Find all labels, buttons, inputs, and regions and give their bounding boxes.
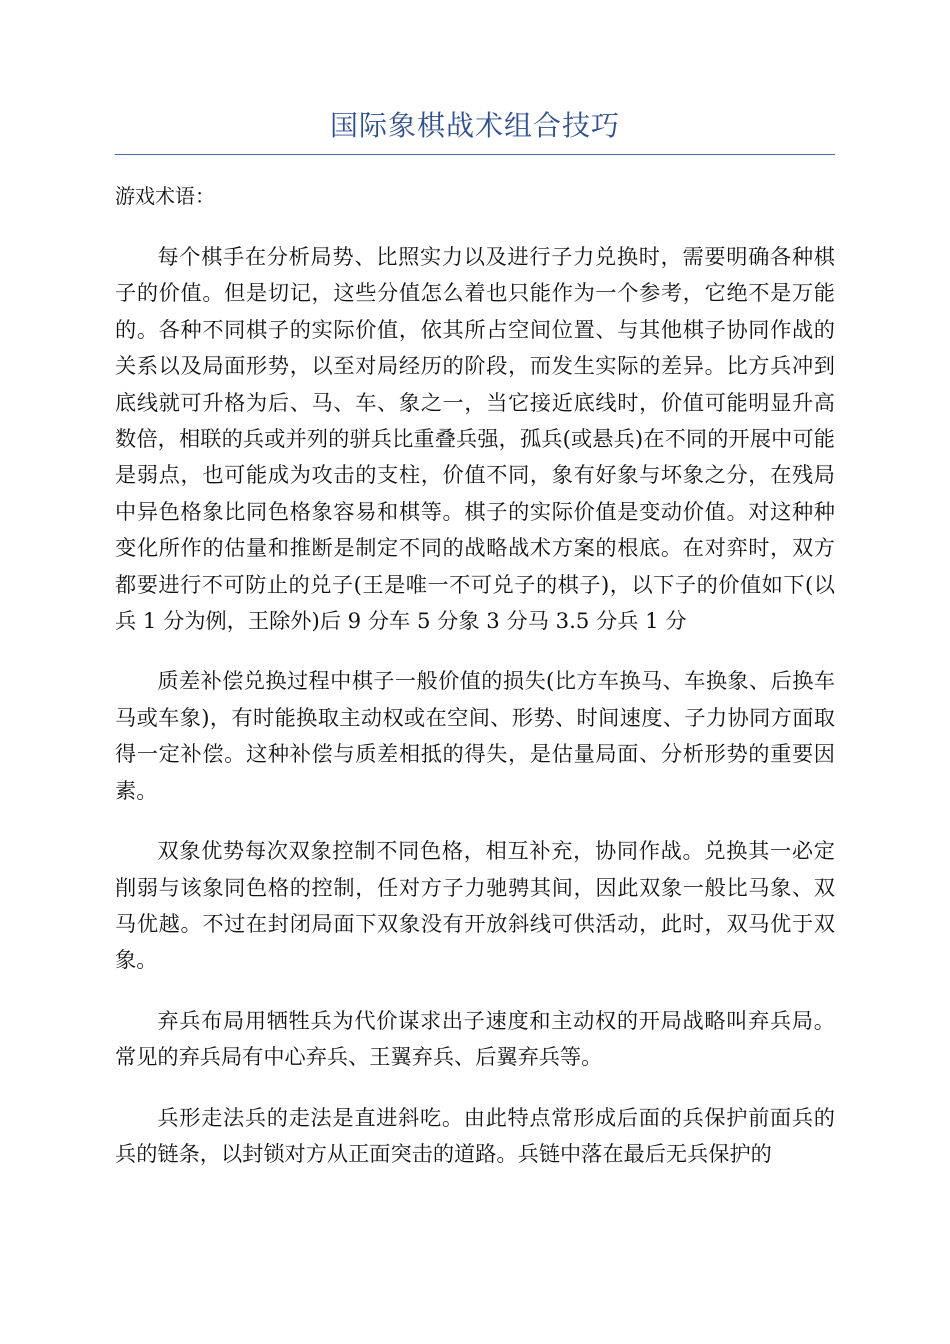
title-underline [115, 154, 835, 155]
intro-label: 游戏术语： [115, 184, 215, 208]
document-page [115, 100, 835, 1172]
paragraph-pawn-structure: 兵形走法兵的走法是直进斜吃。由此特点常形成后面的兵保护前面兵的兵的链条，以封锁对方从正面突击的道路。兵链中落在最后无兵保护的 [115, 1104, 835, 1166]
paragraph-exchange-compensation: 质差补偿兑换过程中棋子一般价值的损失(比方车换马、车换象、后换车马或车象)，有时能换取主动权或在空间、形势、时间速度、子力协同方面取得一定补偿。这种补偿与质差相抵的得失，是估量局面、分析形势的重要因素。 [115, 668, 835, 803]
paragraph-gambit-opening: 弃兵布局用牺牲兵为代价谋求出子速度和主动权的开局战略叫弃兵局。常见的弃兵局有中心弃兵、王翼弃兵、后翼弃兵等。 [115, 1007, 835, 1070]
paragraph-piece-values: 每个棋手在分析局势、比照实力以及进行子力兑换时，需要明确各种棋子的价值。但是切记，这些分值怎么着也只能作为一个参考，它绝不是万能的。各种不同棋子的实际价值，依其所占空间位置、与其他棋子协同作战的关系以及局面形势，以至对局经历的阶段，而发生实际的差异。比方兵冲到底线就可升格为后、马、车、象之一，当它接近底线时，价值可能明显升高数倍，相联的兵或并列的骈兵比重叠兵强，孤兵(或悬兵)在不同的开展中可能是弱点，也可能成为攻击的支柱，价值不同，象有好象与坏象之分，在残局中异色格象比同色格象容易和棋等。棋子的实际价值是变动价值。对这种种变化所作的估量和推断是制定不同的战略战术方案的根底。在对弈时，双方都要进行不可防止的兑子(王是唯一不可兑子的棋子)，以下子的价值如下(以兵 1 分为例，王除外)后 9 分车 5 分象 3 分马 3.5 分兵 1 分 [115, 244, 835, 634]
paragraph-bishop-pair: 双象优势每次双象控制不同色格，相互补充，协同作战。兑换其一必定削弱与该象同色格的控制，任对方子力驰骋其间，因此双象一般比马象、双马优越。不过在封闭局面下双象没有开放斜线可供活动，此时，双马优于双象。 [115, 838, 835, 973]
document-title: 国际象棋战术组合技巧 [329, 109, 620, 142]
